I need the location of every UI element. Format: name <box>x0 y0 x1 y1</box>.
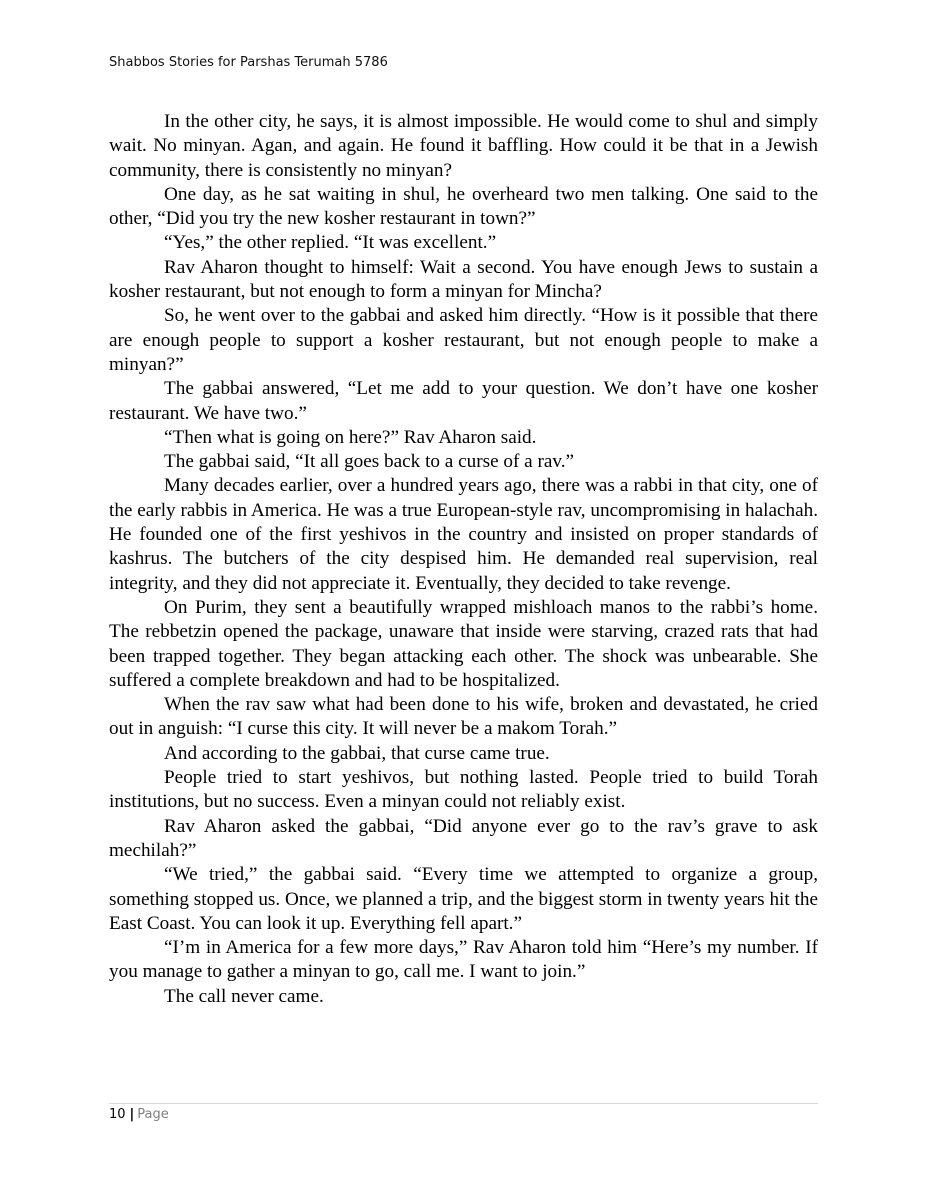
paragraph: People tried to start yeshivos, but nothing lasted. People tried to build Torah institutions, but no success. Even a minyan could not reliably exist. <box>109 767 818 813</box>
paragraph: The gabbai said, “It all goes back to a curse of a rav.” <box>164 451 575 473</box>
paragraph: One day, as he sat waiting in shul, he overheard two men talking. One said to the other, “Did you try the new kosher restaurant in town?” <box>109 183 818 230</box>
paragraph: The gabbai answered, “Let me add to your question. We don’t have one kosher restaurant. We have two.” <box>109 378 818 424</box>
page-number: 10 <box>109 1107 126 1122</box>
paragraph: “We tried,” the gabbai said. “Every time we attempted to organize a group, something stopped us. Once, we planned a trip, and the biggest storm in twenty years hit the East Coast. You can look it up. Everything fell apart.” <box>109 864 818 934</box>
paragraph: “Then what is going on here?” Rav Aharon said. <box>164 426 537 448</box>
paragraph: “I’m in America for a few more days,” Rav Aharon told him “Here’s my number. If you manage to gather a minyan to go, call me. I want to join.” <box>109 937 818 983</box>
footer-separator: | <box>129 1107 135 1122</box>
paragraph: And according to the gabbai, that curse came true. <box>164 742 550 764</box>
paragraph: “Yes,” the other replied. “It was excellent.” <box>164 232 497 254</box>
page-label: Page <box>137 1107 169 1122</box>
page-header: Shabbos Stories for Parshas Terumah 5786 <box>109 55 388 70</box>
paragraph: In the other city, he says, it is almost impossible. He would come to shul and simply wait. No minyan. Agan, and again. He found it baffling. How could it be that in a Jewish community, there is consistently no minyan? <box>109 111 818 181</box>
paragraph: Many decades earlier, over a hundred years ago, there was a rabbi in that city, one of the early rabbis in America. He was a true European-style rav, uncompromising in halachah. He founded one of the first yeshivos in the country and insisted on proper standards of kashrus. The butchers of the city despised him. He demanded real supervision, real integrity, and they did not appreciate it. Eventually, they decided to take revenge. <box>109 475 818 594</box>
paragraph: Rav Aharon asked the gabbai, “Did anyone ever go to the rav’s grave to ask mechilah?” <box>109 815 818 861</box>
paragraph: On Purim, they sent a beautifully wrapped mishloach manos to the rabbi’s home. The rebbetzin opened the package, unaware that inside were starving, crazed rats that had been trapped together. They began attacking each other. The shock was unbearable. She suffered a complete breakdown and had to be hospitalized. <box>109 596 818 691</box>
page-footer <box>109 1107 169 1122</box>
paragraph: When the rav saw what had been done to his wife, broken and devastated, he cried out in anguish: “I curse this city. It will never be a makom Torah.” <box>109 694 818 740</box>
body-text <box>109 110 818 1009</box>
paragraph: The call never came. <box>164 985 324 1007</box>
paragraph: So, he went over to the gabbai and asked him directly. “How is it possible that there are enough people to support a kosher restaurant, but not enough people to make a minyan?” <box>109 305 818 375</box>
paragraph: Rav Aharon thought to himself: Wait a second. You have enough Jews to sustain a kosher restaurant, but not enough to form a minyan for Mincha? <box>109 256 818 303</box>
footer-divider <box>109 1103 818 1104</box>
